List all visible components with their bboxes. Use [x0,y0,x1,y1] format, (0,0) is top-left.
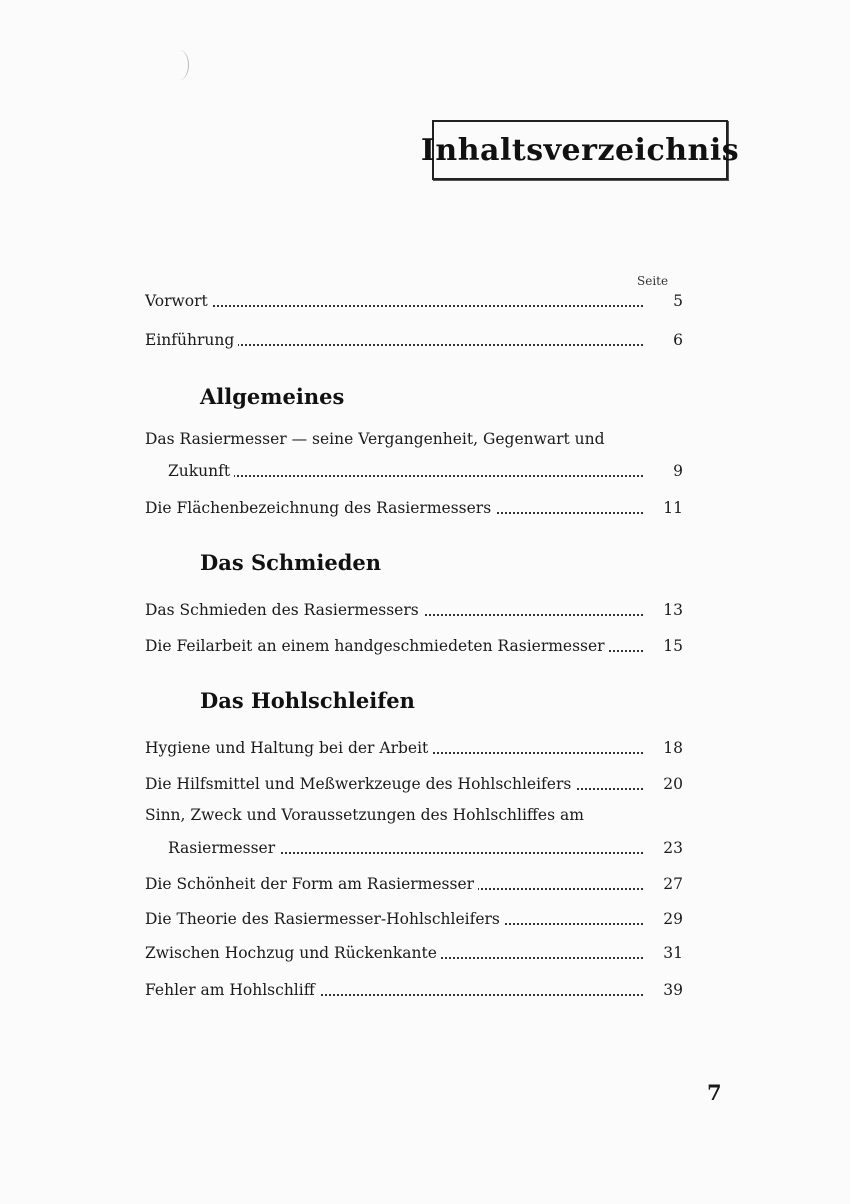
toc-entry-flaechenbezeichnung [145,495,683,517]
toc-entry-feilarbeit [145,633,683,655]
toc-entry-einfuehrung [145,327,683,349]
page-number: 7 [707,1080,722,1105]
title-box [420,120,740,180]
toc-entry-title: Die Theorie des Rasiermesser-Hohlschleifers [145,910,504,928]
toc-entry-page: 5 [667,292,683,310]
toc-entry-page: 13 [657,601,683,619]
toc-entry-page: 31 [657,944,683,962]
toc-entry-page: 27 [657,875,683,893]
corner-mark [170,50,189,80]
leader-dots [145,305,643,307]
toc-entry-vorwort [145,288,683,310]
toc-entry-title: Die Hilfsmittel und Meßwerkzeuge des Hohlschleifers [145,775,575,793]
toc-entry-title: Einführung [145,331,238,349]
toc-entry-hygiene [145,735,683,757]
toc-entry-title: Vorwort [145,292,212,310]
page-column-label: Seite [637,274,669,288]
toc-entry-hilfsmittel [145,771,683,793]
toc-entry-title: Zukunft [168,462,234,480]
toc-entry-page: 39 [657,981,683,999]
toc-entry-page: 11 [657,499,683,517]
toc-entry-page: 23 [657,839,683,857]
toc-entry-title: Rasiermesser [168,839,279,857]
toc-entry-title: Hygiene und Haltung bei der Arbeit [145,739,432,757]
leader-dots [168,475,643,477]
toc-entry-page: 18 [657,739,683,757]
toc-entry-schoenheit [145,871,683,893]
toc-entry-fehler [145,977,683,999]
page-title: Inhaltsverzeichnis [420,132,740,168]
toc-entry-title: Die Feilarbeit an einem handgeschmiedeten Rasiermesser [145,637,609,655]
toc-entry-title: Zwischen Hochzug und Rückenkante [145,944,441,962]
toc-entry-hochzug [145,940,683,962]
toc-entry-page: 9 [667,462,683,480]
toc-entry-page: 20 [657,775,683,793]
toc-entry-title: Die Flächenbezeichnung des Rasiermessers [145,499,495,517]
toc-entry-page: 29 [657,910,683,928]
toc-entry-page: 6 [667,331,683,349]
toc-entry-schmieden [145,597,683,619]
toc-entry-title-line1: Sinn, Zweck und Voraussetzungen des Hohlschliffes am [145,806,584,824]
toc-entry-title: Fehler am Hohlschliff [145,981,319,999]
toc-entry-title-line1: Das Rasiermesser — seine Vergangenheit, Gegenwart und [145,430,605,448]
toc-entry-title: Das Schmieden des Rasiermessers [145,601,423,619]
toc-entry-title: Die Schönheit der Form am Rasiermesser [145,875,478,893]
section-heading-schmieden: Das Schmieden [200,550,382,575]
toc-entry-sinn-zweck [168,835,683,857]
toc-entry-theorie [145,906,683,928]
section-heading-allgemeines: Allgemeines [200,384,345,409]
toc-entry-page: 15 [657,637,683,655]
toc-entry-rasiermesser [168,458,683,480]
section-heading-hohlschleifen: Das Hohlschleifen [200,688,415,713]
